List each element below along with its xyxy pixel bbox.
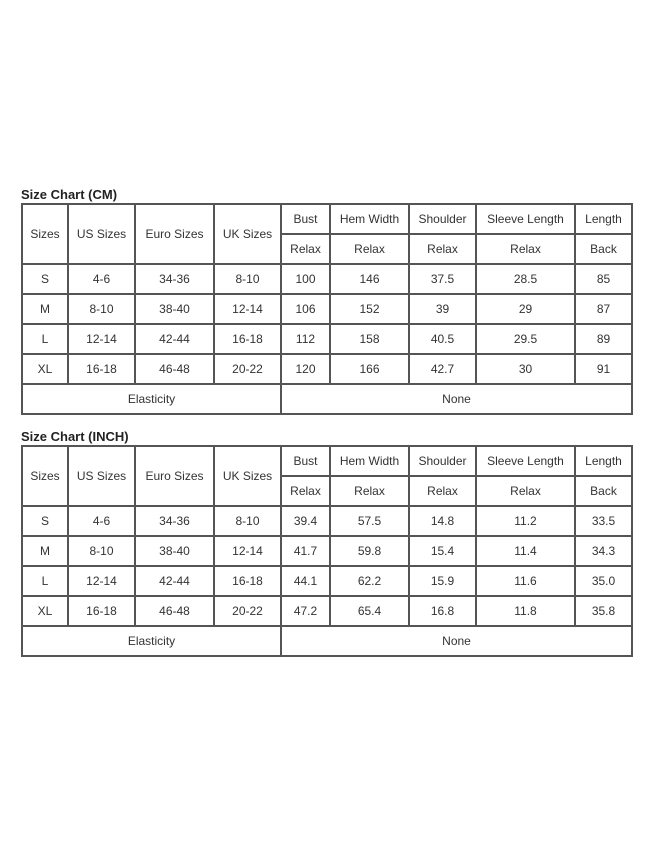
subheader-cell-hem-width: Relax bbox=[330, 476, 409, 506]
header-cell-sizes: Sizes bbox=[22, 204, 68, 264]
table-cell: 35.0 bbox=[575, 566, 632, 596]
size-table bbox=[21, 203, 633, 415]
table-cell: 4-6 bbox=[68, 264, 135, 294]
header-cell-shoulder: Shoulder bbox=[409, 204, 476, 234]
table-cell: S bbox=[22, 264, 68, 294]
table-cell: 39.4 bbox=[281, 506, 330, 536]
table-cell: 15.9 bbox=[409, 566, 476, 596]
table-cell: 8-10 bbox=[214, 506, 281, 536]
table-cell: S bbox=[22, 506, 68, 536]
table-cell: 37.5 bbox=[409, 264, 476, 294]
header-cell-length: Length bbox=[575, 204, 632, 234]
header-cell-uk-sizes: UK Sizes bbox=[214, 446, 281, 506]
subheader-cell-hem-width: Relax bbox=[330, 234, 409, 264]
table-cell: 30 bbox=[476, 354, 575, 384]
table-row bbox=[22, 596, 632, 626]
elasticity-label: Elasticity bbox=[22, 384, 281, 414]
elasticity-value: None bbox=[281, 626, 632, 656]
table-cell: 38-40 bbox=[135, 536, 214, 566]
table-cell: 166 bbox=[330, 354, 409, 384]
table-cell: 33.5 bbox=[575, 506, 632, 536]
header-cell-sizes: Sizes bbox=[22, 446, 68, 506]
elasticity-label: Elasticity bbox=[22, 626, 281, 656]
table-cell: 12-14 bbox=[214, 536, 281, 566]
table-row bbox=[22, 294, 632, 324]
table-row bbox=[22, 264, 632, 294]
table-cell: 14.8 bbox=[409, 506, 476, 536]
table-cell: 42-44 bbox=[135, 566, 214, 596]
header-cell-us-sizes: US Sizes bbox=[68, 204, 135, 264]
table-cell: 35.8 bbox=[575, 596, 632, 626]
table-cell: 40.5 bbox=[409, 324, 476, 354]
table-cell: 59.8 bbox=[330, 536, 409, 566]
table-cell: 15.4 bbox=[409, 536, 476, 566]
subheader-cell-shoulder: Relax bbox=[409, 476, 476, 506]
table-cell: L bbox=[22, 324, 68, 354]
size-chart-cm bbox=[21, 186, 631, 415]
table-cell: 46-48 bbox=[135, 596, 214, 626]
table-cell: XL bbox=[22, 354, 68, 384]
table-cell: 87 bbox=[575, 294, 632, 324]
table-cell: 11.8 bbox=[476, 596, 575, 626]
table-cell: L bbox=[22, 566, 68, 596]
table-cell: 152 bbox=[330, 294, 409, 324]
table-cell: 11.2 bbox=[476, 506, 575, 536]
chart-title: Size Chart (INCH) bbox=[21, 429, 129, 444]
header-cell-hem-width: Hem Width bbox=[330, 446, 409, 476]
table-cell: 28.5 bbox=[476, 264, 575, 294]
subheader-cell-length: Back bbox=[575, 234, 632, 264]
table-cell: 47.2 bbox=[281, 596, 330, 626]
table-cell: 29 bbox=[476, 294, 575, 324]
header-cell-bust: Bust bbox=[281, 204, 330, 234]
table-cell: 91 bbox=[575, 354, 632, 384]
table-cell: 16-18 bbox=[68, 354, 135, 384]
table-cell: 106 bbox=[281, 294, 330, 324]
subheader-cell-bust: Relax bbox=[281, 476, 330, 506]
table-row bbox=[22, 566, 632, 596]
header-cell-shoulder: Shoulder bbox=[409, 446, 476, 476]
table-cell: XL bbox=[22, 596, 68, 626]
table-cell: 42-44 bbox=[135, 324, 214, 354]
header-row bbox=[22, 204, 632, 234]
table-row bbox=[22, 536, 632, 566]
header-cell-hem-width: Hem Width bbox=[330, 204, 409, 234]
table-cell: 62.2 bbox=[330, 566, 409, 596]
header-cell-euro-sizes: Euro Sizes bbox=[135, 204, 214, 264]
table-cell: 8-10 bbox=[214, 264, 281, 294]
subheader-cell-sleeve-length: Relax bbox=[476, 234, 575, 264]
table-cell: 146 bbox=[330, 264, 409, 294]
table-row bbox=[22, 354, 632, 384]
header-cell-euro-sizes: Euro Sizes bbox=[135, 446, 214, 506]
table-cell: 16-18 bbox=[214, 324, 281, 354]
table-cell: 34-36 bbox=[135, 264, 214, 294]
table-row bbox=[22, 324, 632, 354]
table-cell: 38-40 bbox=[135, 294, 214, 324]
table-cell: 42.7 bbox=[409, 354, 476, 384]
size-chart-inch bbox=[21, 428, 631, 657]
table-cell: 46-48 bbox=[135, 354, 214, 384]
footer-row bbox=[22, 384, 632, 414]
header-cell-length: Length bbox=[575, 446, 632, 476]
table-cell: 39 bbox=[409, 294, 476, 324]
chart-title: Size Chart (CM) bbox=[21, 187, 118, 202]
table-cell: 8-10 bbox=[68, 294, 135, 324]
table-cell: 34-36 bbox=[135, 506, 214, 536]
table-cell: 12-14 bbox=[214, 294, 281, 324]
table-cell: 16-18 bbox=[68, 596, 135, 626]
table-cell: 20-22 bbox=[214, 596, 281, 626]
table-cell: 89 bbox=[575, 324, 632, 354]
table-cell: 16-18 bbox=[214, 566, 281, 596]
subheader-cell-length: Back bbox=[575, 476, 632, 506]
header-cell-uk-sizes: UK Sizes bbox=[214, 204, 281, 264]
footer-row bbox=[22, 626, 632, 656]
table-cell: 20-22 bbox=[214, 354, 281, 384]
table-cell: 4-6 bbox=[68, 506, 135, 536]
table-cell: 11.4 bbox=[476, 536, 575, 566]
header-cell-us-sizes: US Sizes bbox=[68, 446, 135, 506]
table-cell: 34.3 bbox=[575, 536, 632, 566]
table-cell: 65.4 bbox=[330, 596, 409, 626]
subheader-cell-sleeve-length: Relax bbox=[476, 476, 575, 506]
header-cell-sleeve-length: Sleeve Length bbox=[476, 204, 575, 234]
table-cell: 112 bbox=[281, 324, 330, 354]
table-cell: 158 bbox=[330, 324, 409, 354]
table-cell: M bbox=[22, 536, 68, 566]
header-cell-sleeve-length: Sleeve Length bbox=[476, 446, 575, 476]
subheader-cell-bust: Relax bbox=[281, 234, 330, 264]
size-table bbox=[21, 445, 633, 657]
table-cell: 29.5 bbox=[476, 324, 575, 354]
table-cell: 85 bbox=[575, 264, 632, 294]
table-cell: 12-14 bbox=[68, 566, 135, 596]
table-cell: 12-14 bbox=[68, 324, 135, 354]
elasticity-value: None bbox=[281, 384, 632, 414]
table-cell: 11.6 bbox=[476, 566, 575, 596]
subheader-cell-shoulder: Relax bbox=[409, 234, 476, 264]
table-cell: 100 bbox=[281, 264, 330, 294]
table-cell: 8-10 bbox=[68, 536, 135, 566]
table-cell: 44.1 bbox=[281, 566, 330, 596]
header-row bbox=[22, 446, 632, 476]
table-row bbox=[22, 506, 632, 536]
table-cell: 41.7 bbox=[281, 536, 330, 566]
table-cell: M bbox=[22, 294, 68, 324]
table-cell: 16.8 bbox=[409, 596, 476, 626]
header-cell-bust: Bust bbox=[281, 446, 330, 476]
table-cell: 57.5 bbox=[330, 506, 409, 536]
table-cell: 120 bbox=[281, 354, 330, 384]
